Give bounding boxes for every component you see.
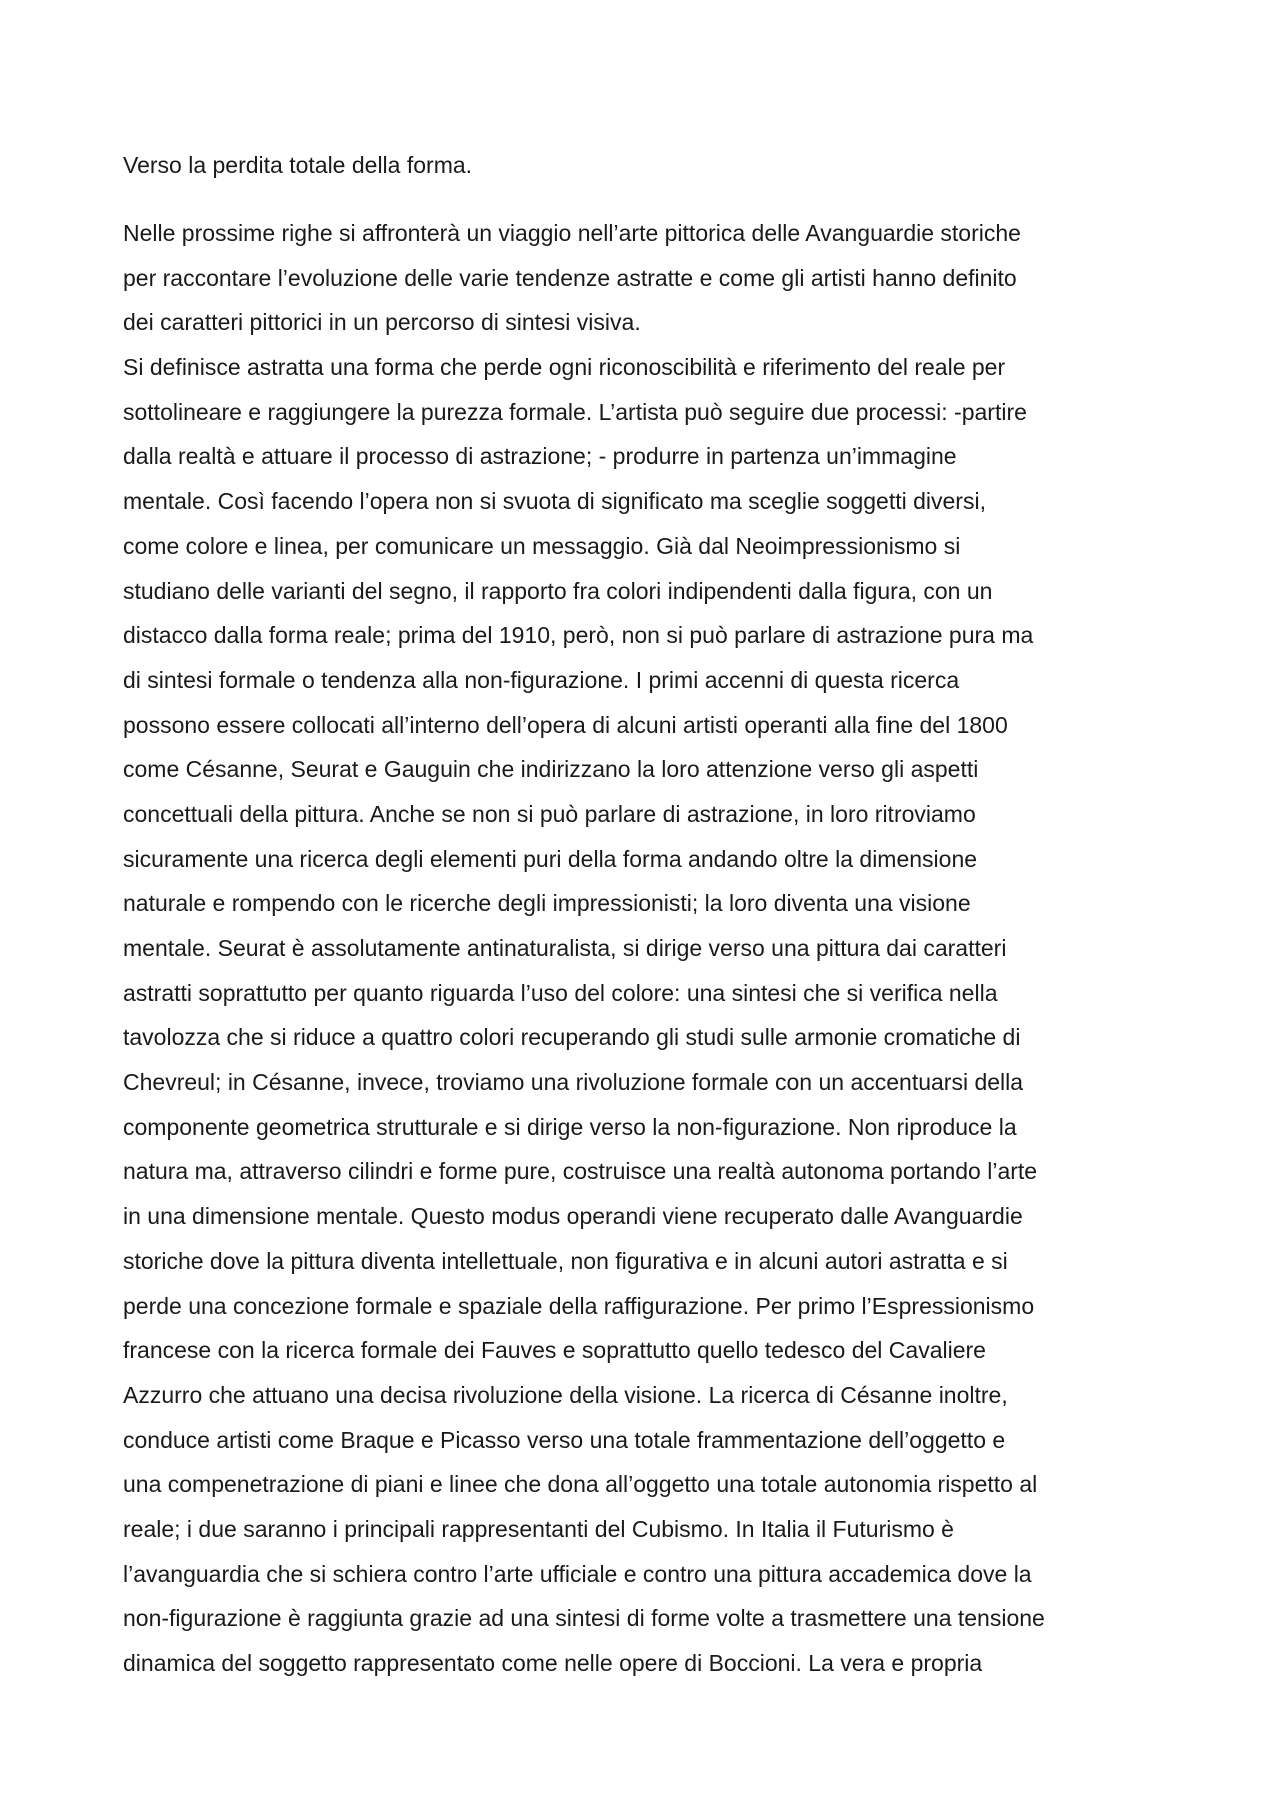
text-line: francese con la ricerca formale dei Fauves e soprattutto quello tedesco del Cavaliere [123,1337,986,1364]
text-line: dalla realtà e attuare il processo di astrazione; - produrre in partenza un’immagine [123,443,957,470]
text-line: possono essere collocati all’interno dell’opera di alcuni artisti operanti alla fine del 1800 [123,711,1008,738]
text-line: studiano delle varianti del segno, il rapporto fra colori indipendenti dalla figura, con un [123,577,993,604]
text-line: tavolozza che si riduce a quattro colori recuperando gli studi sulle armonie cromatiche di [123,1024,1021,1051]
text-line: componente geometrica strutturale e si dirige verso la non-figurazione. Non riproduce la [123,1113,1017,1140]
text-line: dinamica del soggetto rappresentato come nelle opere di Boccioni. La vera e propria [123,1650,983,1676]
text-line: distacco dalla forma reale; prima del 1910, però, non si può parlare di astrazione pura ma [123,622,1034,649]
text-line: sottolineare e raggiungere la purezza formale. L’artista può seguire due processi: -partire [123,398,1027,425]
text-line: in una dimensione mentale. Questo modus operandi viene recuperato dalle Avanguardie [123,1203,1023,1230]
text-line: conduce artisti come Braque e Picasso verso una totale frammentazione dell’oggetto e [123,1426,1006,1453]
document-content [123,150,1173,1693]
text-line: mentale. Così facendo l’opera non si svuota di significato ma sceglie soggetti diversi, [123,488,986,515]
text-line: sicuramente una ricerca degli elementi puri della forma andando oltre la dimensione [123,845,978,872]
text-line: natura ma, attraverso cilindri e forme pure, costruisce una realtà autonoma portando l’arte [123,1158,1038,1185]
text-line: come Césanne, Seurat e Gauguin che indirizzano la loro attenzione verso gli aspetti [123,756,979,783]
text-line: reale; i due saranno i principali rappresentanti del Cubismo. In Italia il Futurismo è [123,1515,954,1542]
text-line: una compenetrazione di piani e linee che dona all’oggetto una totale autonomia rispetto al [123,1471,1038,1498]
text-line: l’avanguardia che si schiera contro l’arte ufficiale e contro una pittura accademica dove la [123,1560,1032,1587]
text-line: storiche dove la pittura diventa intellettuale, non figurativa e in alcuni autori astratta e si [123,1247,1008,1274]
text-line: astratti soprattutto per quanto riguarda l’uso del colore: una sintesi che si verifica nella [123,979,998,1006]
text-line: Nelle prossime righe si affronterà un viaggio nell’arte pittorica delle Avanguardie storiche [123,220,1021,246]
text-line: Azzurro che attuano una decisa rivoluzione della visione. La ricerca di Césanne inoltre, [123,1381,1008,1408]
text-line: perde una concezione formale e spaziale della raffigurazione. Per primo l’Espressionismo [123,1292,1035,1319]
text-line: come colore e linea, per comunicare un messaggio. Già dal Neoimpressionismo si [123,532,961,559]
document-title: Verso la perdita totale della forma. [123,152,473,178]
text-line: di sintesi formale o tendenza alla non-figurazione. I primi accenni di questa ricerca [123,666,960,693]
text-line: per raccontare l’evoluzione delle varie tendenze astratte e come gli artisti hanno definito [123,264,1017,291]
text-line: dei caratteri pittorici in un percorso di sintesi visiva. [123,309,641,336]
text-line: Si definisce astratta una forma che perde ogni riconoscibilità e riferimento del reale per [123,354,1006,381]
text-line: mentale. Seurat è assolutamente antinaturalista, si dirige verso una pittura dai caratteri [123,935,1007,961]
text-line: concettuali della pittura. Anche se non si può parlare di astrazione, in loro ritroviamo [123,800,976,827]
text-line: non-figurazione è raggiunta grazie ad una sintesi di forme volte a trasmettere una tensione [123,1605,1045,1632]
text-line: Chevreul; in Césanne, invece, troviamo una rivoluzione formale con un accentuarsi della [123,1069,1024,1096]
text-line: naturale e rompendo con le ricerche degli impressionisti; la loro diventa una visione [123,890,971,917]
document-body [123,218,1173,1693]
